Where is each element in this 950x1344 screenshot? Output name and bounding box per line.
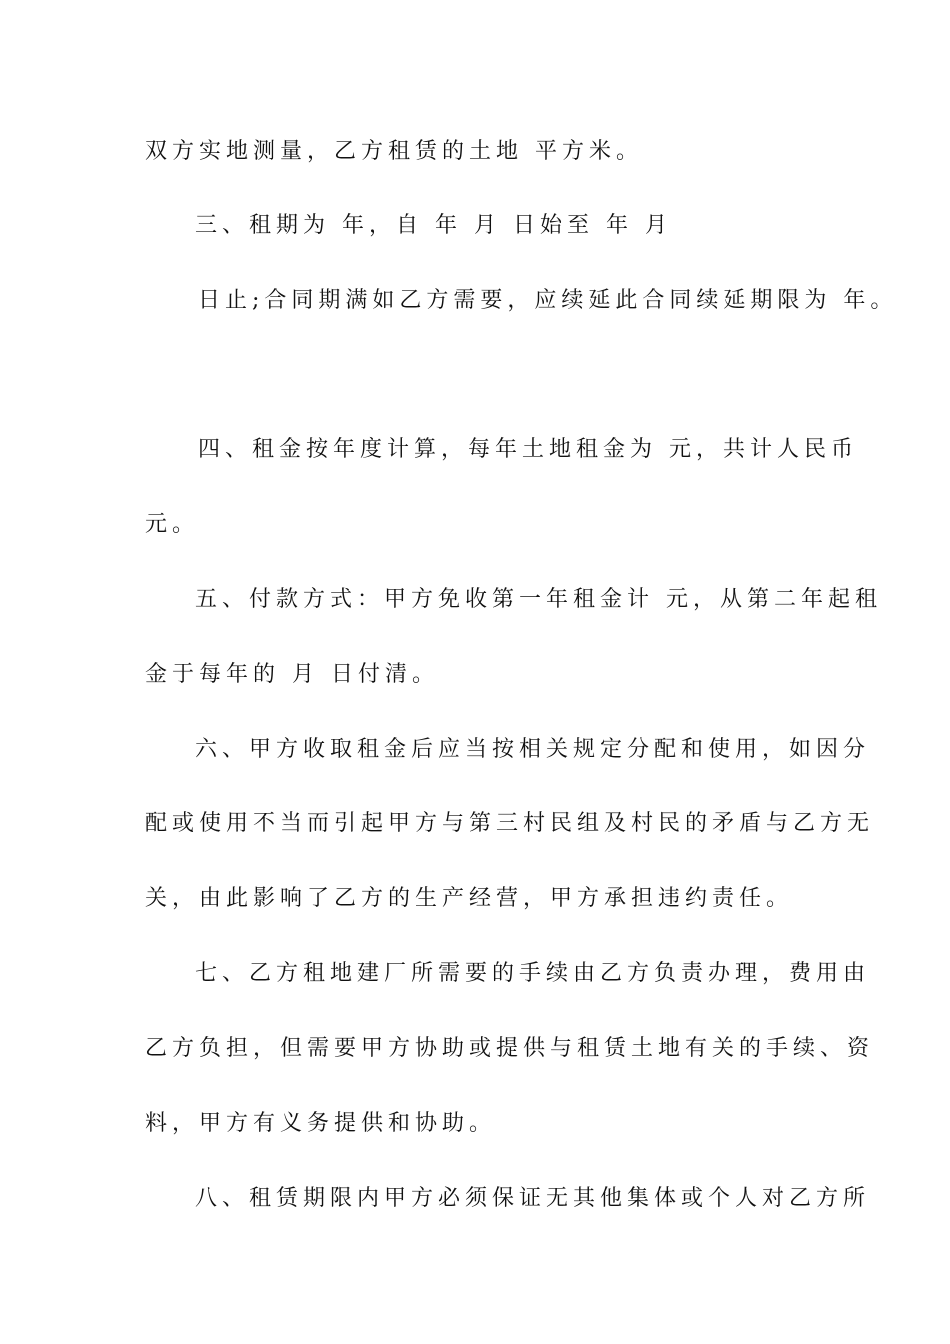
text-line: 双方实地测量，乙方租赁的土地 平方米。 [145, 139, 643, 164]
text-line: 关，由此影响了乙方的生产经营，甲方承担违约责任。 [145, 886, 794, 911]
text-line: 五、付款方式：甲方免收第一年租金计 元，从第二年起租 [195, 587, 882, 612]
text-line: 八、租赁期限内甲方必须保证无其他集体或个人对乙方所 [195, 1186, 871, 1211]
text-line: 料，甲方有义务提供和协助。 [145, 1111, 497, 1136]
text-line: 乙方负担，但需要甲方协助或提供与租赁土地有关的手续、资 [145, 1036, 875, 1061]
text-line: 日止;合同期满如乙方需要，应续延此合同续延期限为 年。 [198, 288, 898, 313]
text-line: 元。 [145, 512, 200, 537]
text-line: 三、租期为 年，自 年 月 日始至 年 月 [195, 213, 672, 238]
text-line: 配或使用不当而引起甲方与第三村民组及村民的矛盾与乙方无 [145, 811, 875, 836]
text-line: 七、乙方租地建厂所需要的手续由乙方负责办理，费用由 [195, 961, 871, 986]
text-line: 金于每年的 月 日付清。 [145, 662, 439, 687]
text-line: 四、租金按年度计算，每年土地租金为 元，共计人民币 [198, 437, 858, 462]
text-line: 六、甲方收取租金后应当按相关规定分配和使用，如因分 [195, 737, 871, 762]
